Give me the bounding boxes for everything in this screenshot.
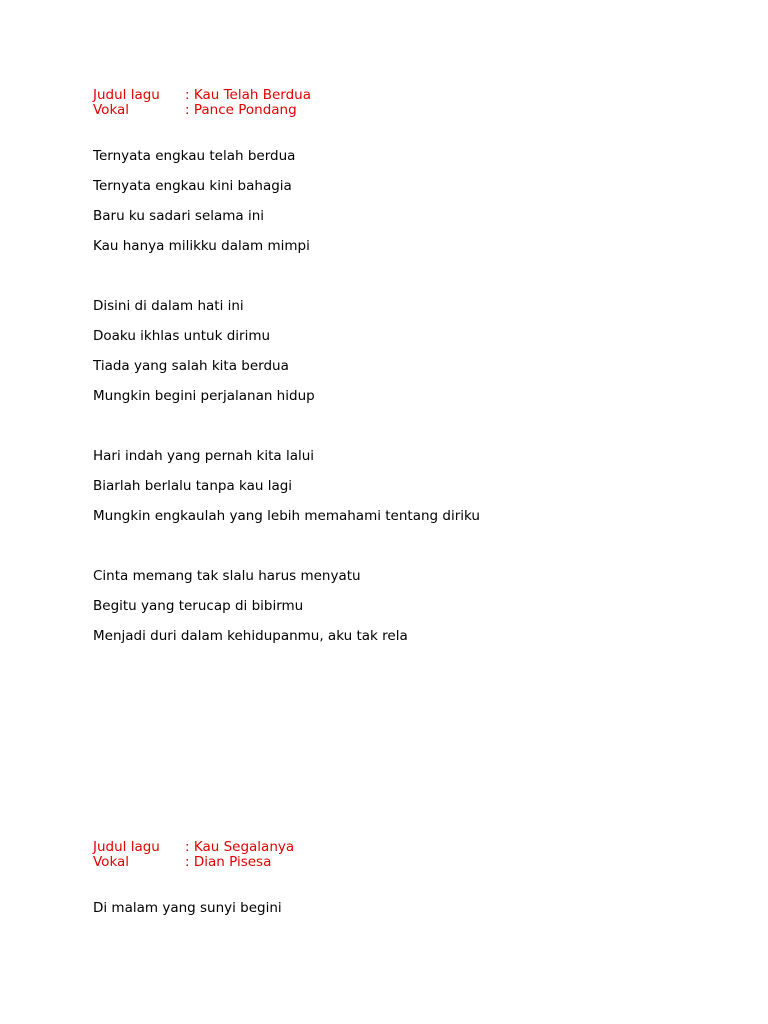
vocal-value: : Dian Pisesa [185, 854, 272, 870]
lyric-line: Biarlah berlalu tanpa kau lagi [93, 478, 293, 494]
song-header [93, 88, 311, 118]
song-header [93, 840, 294, 870]
lyric-line: Baru ku sadari selama ini [93, 208, 265, 224]
vocal-label: Vokal [93, 854, 130, 870]
title-label: Judul lagu [93, 87, 160, 103]
lyric-line: Ternyata engkau kini bahagia [93, 178, 292, 194]
title-label: Judul lagu [93, 839, 160, 855]
lyric-line: Disini di dalam hati ini [93, 298, 244, 314]
lyric-stanza [93, 148, 310, 268]
lyric-stanza [93, 900, 282, 930]
lyric-line: Di malam yang sunyi begini [93, 900, 282, 916]
lyric-line: Menjadi duri dalam kehidupanmu, aku tak rela [93, 628, 408, 644]
title-value: : Kau Segalanya [185, 839, 295, 855]
vocal-label: Vokal [93, 102, 130, 118]
vocal-row [93, 855, 294, 870]
lyric-line: Doaku ikhlas untuk dirimu [93, 328, 271, 344]
title-value: : Kau Telah Berdua [185, 87, 311, 103]
title-row [93, 840, 294, 855]
title-row [93, 88, 311, 103]
lyric-line: Tiada yang salah kita berdua [93, 358, 289, 374]
lyric-stanza [93, 298, 315, 418]
lyric-line: Mungkin engkaulah yang lebih memahami tentang diriku [93, 508, 480, 524]
lyric-line: Ternyata engkau telah berdua [93, 148, 296, 164]
lyric-line: Begitu yang terucap di bibirmu [93, 598, 304, 614]
vocal-row [93, 103, 311, 118]
lyric-line: Cinta memang tak slalu harus menyatu [93, 568, 361, 584]
lyric-line: Kau hanya milikku dalam mimpi [93, 238, 310, 254]
lyric-stanza [93, 448, 480, 538]
lyric-line: Mungkin begini perjalanan hidup [93, 388, 315, 404]
lyric-stanza [93, 568, 408, 658]
lyric-line: Hari indah yang pernah kita lalui [93, 448, 315, 464]
vocal-value: : Pance Pondang [185, 102, 297, 118]
